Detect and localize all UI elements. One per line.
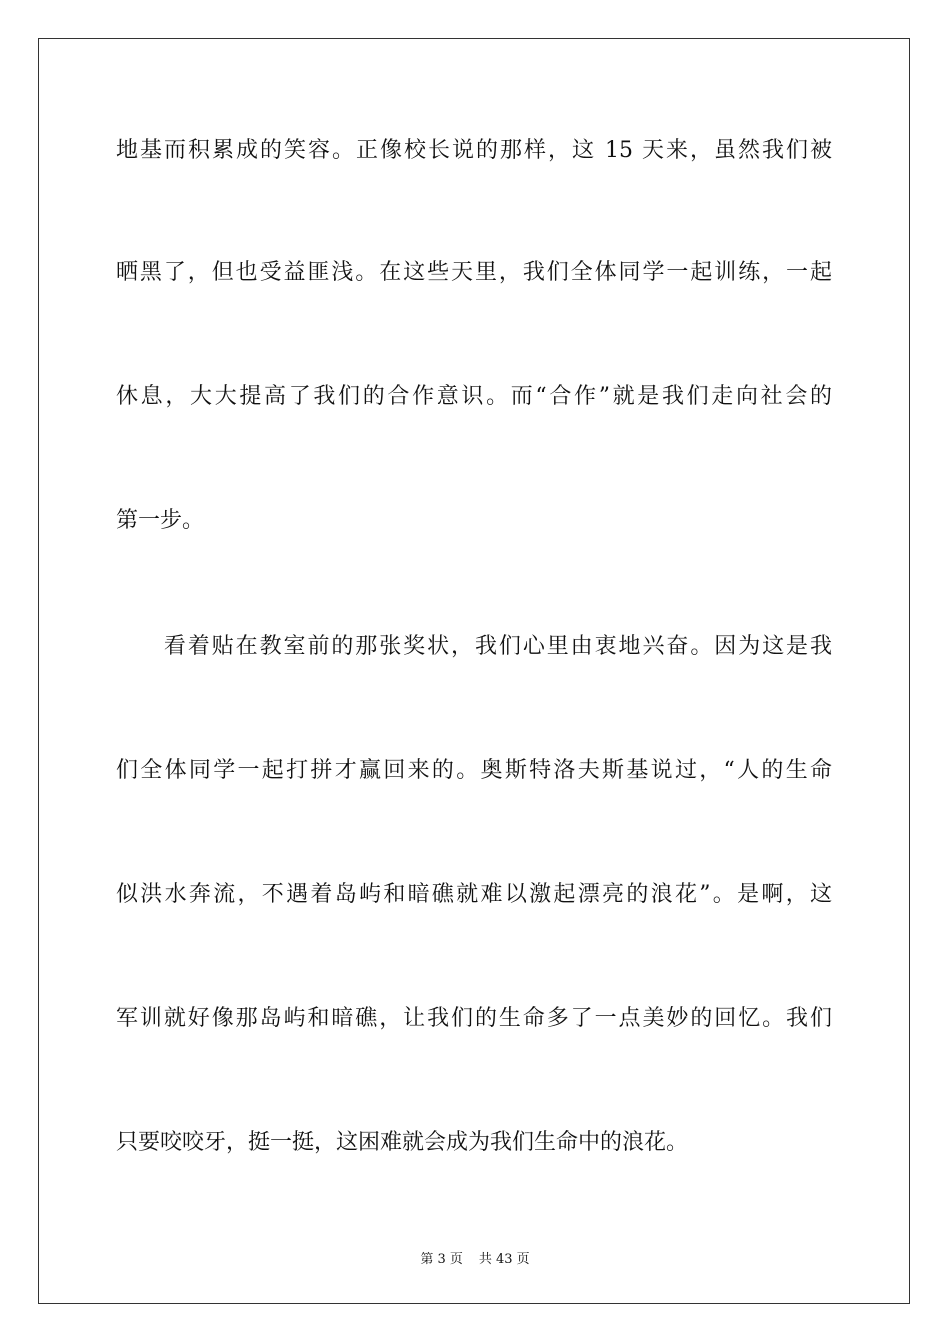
page-footer bbox=[0, 1248, 950, 1267]
text-line: 们全体同学一起打拼才赢回来的。奥斯特洛夫斯基说过，“人的生命 bbox=[116, 758, 832, 783]
text-line: 第一步。 bbox=[116, 508, 205, 533]
text-line: 看着贴在教室前的那张奖状，我们心里由衷地兴奋。因为这是我 bbox=[116, 634, 832, 659]
text-line: 军训就好像那岛屿和暗礁，让我们的生命多了一点美妙的回忆。我们 bbox=[116, 1006, 832, 1031]
text-line: 晒黑了，但也受益匪浅。在这些天里，我们全体同学一起训练，一起 bbox=[116, 260, 832, 285]
text-line: 似洪水奔流，不遇着岛屿和暗礁就难以激起漂亮的浪花”。是啊，这 bbox=[116, 882, 832, 907]
page-total: 共 43 页 bbox=[478, 1252, 530, 1267]
text-line: 只要咬咬牙，挺一挺，这困难就会成为我们生命中的浪花。 bbox=[116, 1130, 689, 1155]
text-line: 地基而积累成的笑容。正像校长说的那样，这 15 天来，虽然我们被 bbox=[116, 138, 832, 163]
text-line: 休息，大大提高了我们的合作意识。而“合作”就是我们走向社会的 bbox=[116, 384, 832, 409]
page-border bbox=[38, 38, 910, 1304]
page-number: 第 3 页 bbox=[420, 1252, 463, 1267]
